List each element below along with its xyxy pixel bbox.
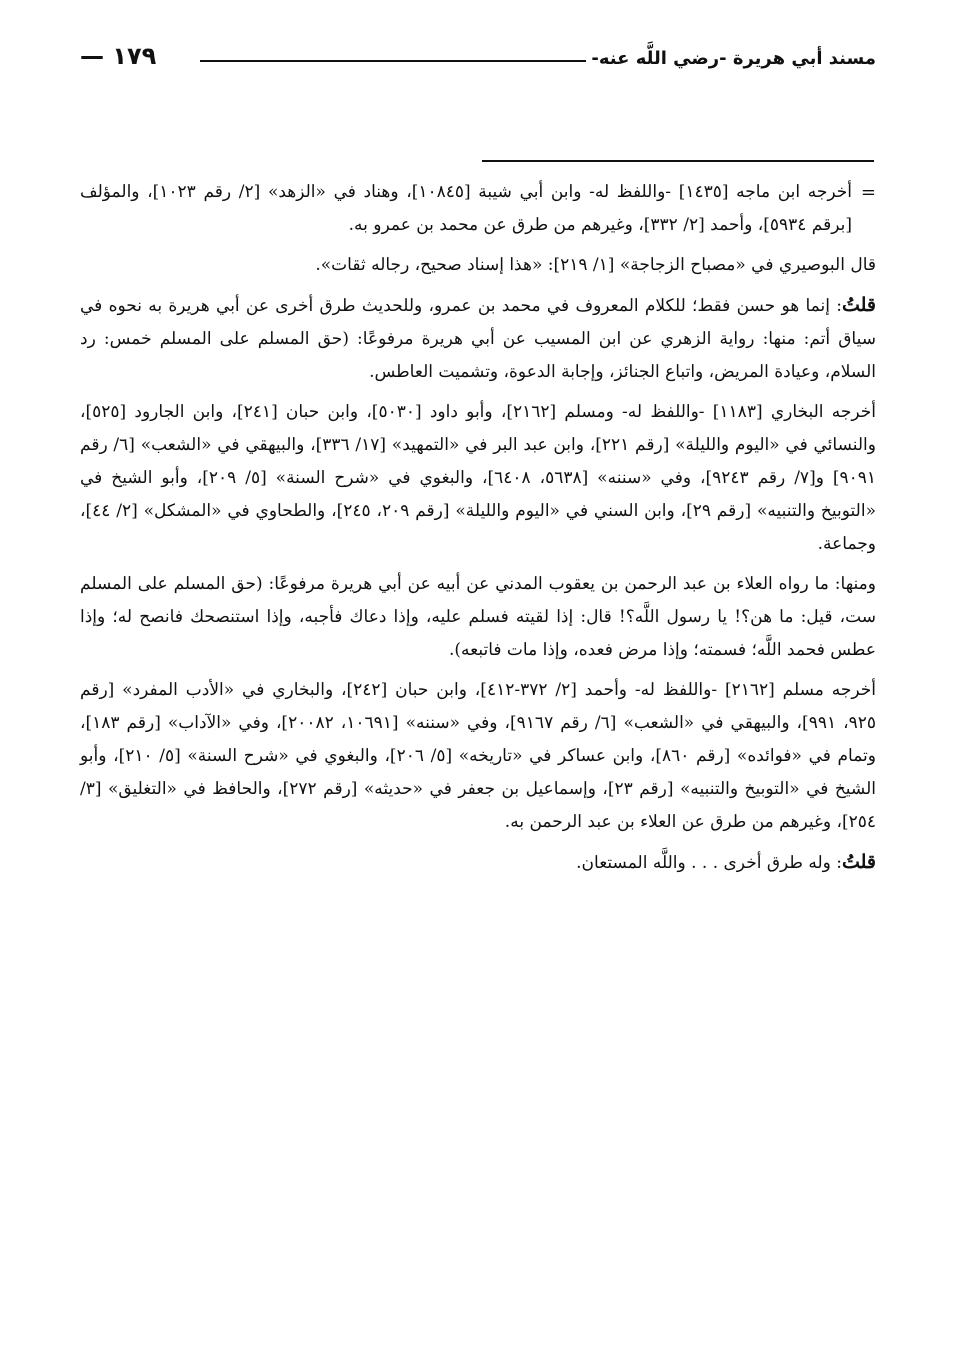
footnote-paragraph-4: أخرجه البخاري [١١٨٣] -واللفظ له- ومسلم [٢١٦٢]، وأبو داود [٥٠٣٠]، وابن حبان [٢٤١]، وابن الجارود [٥٢٥]، والنسائي في «اليوم والليلة» [رقم ٢٢١]، وابن عبد البر في «التمهيد» [١٧/ ٣٣٦]، والبيهقي في «الشعب» [٦/ رقم ٩٠٩١] و[٧/ رقم ٩٢٤٣]، وفي «سننه» [٥٦٣٨، ٦٤٠٨]، والبغوي في «شرح السنة» [٥/ ٢٠٩]، وأبو الشيخ في «التوبيخ والتنبيه» [رقم ٢٩]، وابن السني في «اليوم والليلة» [رقم ٢٠٩، ٢٤٥]، والطحاوي في «المشكل» [٢/ ٤٤]، وجماعة. (80, 402, 877, 554)
running-header (80, 40, 876, 80)
footnotes-body (80, 176, 876, 887)
continuation-mark: = (860, 182, 876, 203)
footnote-paragraph-3 (80, 289, 876, 389)
footnote-paragraph-6: أخرجه مسلم [٢١٦٢] -واللفظ له- وأحمد [٢/ ٣٧٢-٤١٢]، وابن حبان [٢٤٢]، والبخاري في «الأدب المفرد» [رقم ٩٢٥، ٩٩١]، والبيهقي في «الشعب» [٦/ رقم ٩١٦٧]، وفي «سننه» [١٠٦٩١، ٢٠٠٨٢]، وفي «الآداب» [رقم ١٨٣]، وتمام في «فوائده» [رقم ٨٦٠]، وابن عساكر في «تاريخه» [٥/ ٢٠٦]، والبغوي في «شرح السنة» [٥/ ٢١٠]، وأبو الشيخ في «التوبيخ والتنبيه» [رقم ٢٣]، وإسماعيل بن جعفر في «حديثه» [رقم ٢٧٢]، والحافظ في «التغليق» [٣/ ٢٥٤]، وغيرهم من طرق عن العلاء بن عبد الرحمن به. (80, 680, 877, 832)
footnote-paragraph-1 (80, 176, 876, 242)
footnote-separator (482, 160, 874, 162)
page-number-value: ١٧٩ (112, 42, 157, 70)
header-rule (200, 60, 586, 62)
qult-label-2: قلتُ (841, 851, 876, 873)
header-title: مسند أبي هريرة -رضي اللَّه عنه- (591, 48, 876, 69)
footnote-text-1: أخرجه ابن ماجه [١٤٣٥] -واللفظ له- وابن أبي شيبة [١٠٨٤٥]، وهناد في «الزهد» [٢/ رقم ١٠٢٣]، والمؤلف [برقم ٥٩٣٤]، وأحمد [٢/ ٣٣٢]، وغيرهم من طرق عن محمد بن عمرو به. (80, 182, 852, 235)
footnote-paragraph-7 (80, 846, 876, 880)
footnote-text-3: : إنما هو حسن فقط؛ للكلام المعروف في محمد بن عمرو، وللحديث طرق أخرى عن أبي هريرة به نحوه في سياق أتم: منها: رواية الزهري عن ابن المسيب عن أبي هريرة مرفوعًا: (حق المسلم على المسلم خمس: رد السلام، وعيادة المريض، واتباع الجنائز، وإجابة الدعوة، وتشميت العاطس. (80, 296, 876, 382)
footnote-paragraph-2: قال البوصيري في «مصباح الزجاجة» [١/ ٢١٩]: «هذا إسناد صحيح، رجاله ثقات». (315, 255, 876, 275)
footnote-paragraph-5: ومنها: ما رواه العلاء بن عبد الرحمن بن يعقوب المدني عن أبيه عن أبي هريرة مرفوعًا: (حق المسلم على المسلم ست، قيل: ما هن؟! يا رسول اللَّه؟! قال: إذا لقيته فسلم عليه، وإذا دعاك فأجبه، وإذا استنصحك فانصح له؛ وإذا عطس فحمد اللَّه؛ فسمته؛ وإذا مرض فعده، وإذا مات فاتبعه). (80, 574, 876, 660)
page-number: — ١٧٩ (80, 42, 157, 70)
footnote-text-7: : وله طرق أخرى . . . واللَّه المستعان. (576, 853, 842, 873)
qult-label-1: قلتُ (841, 294, 876, 316)
